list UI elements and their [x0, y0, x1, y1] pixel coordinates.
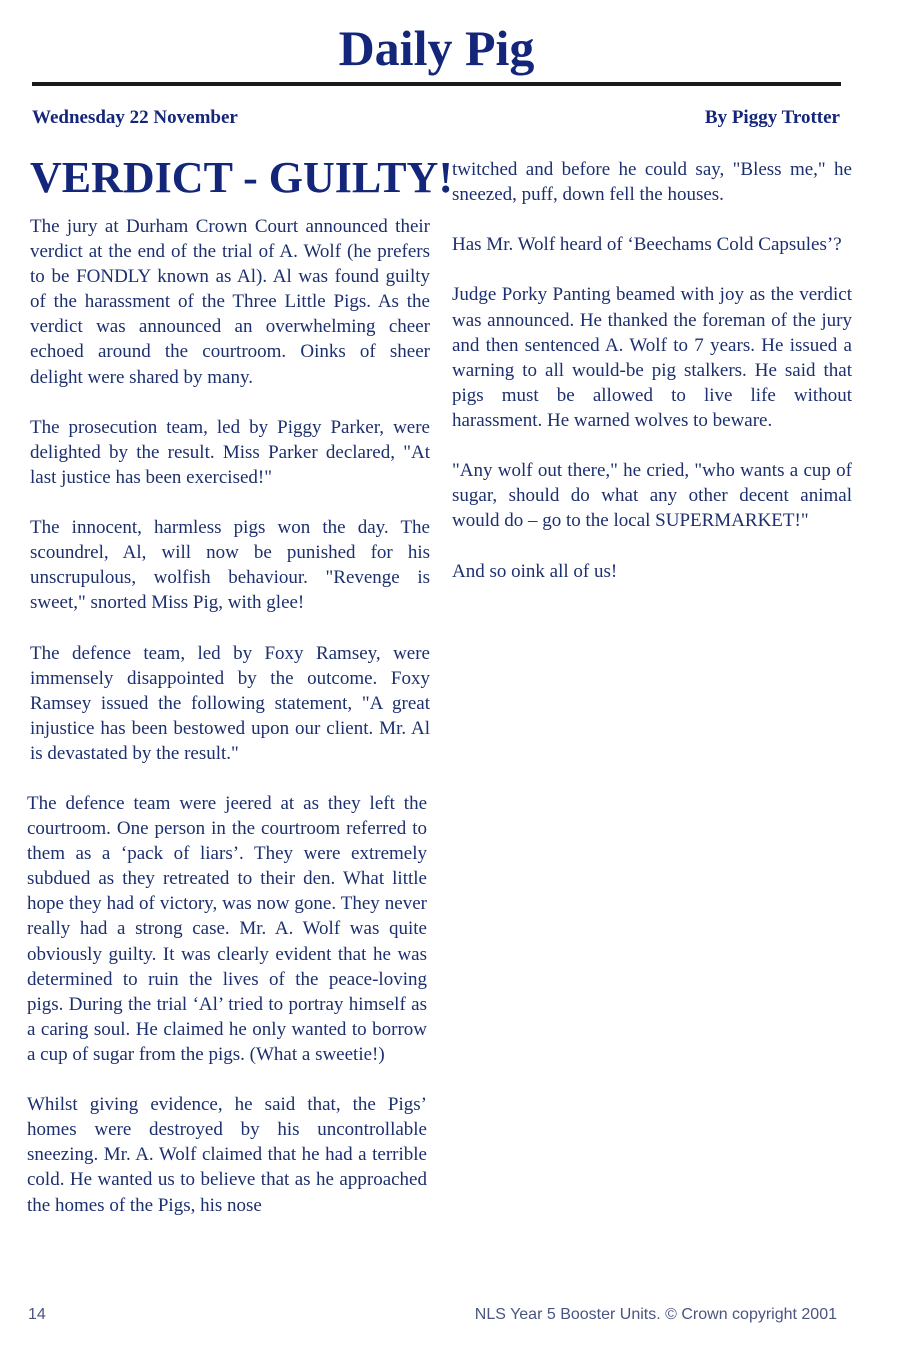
paragraph: The defence team, led by Foxy Ramsey, were immensely disappointed by the outcome. Foxy Ramsey issued the following statement, "A great injustice has been bestowed upon our client. Mr. Al is devastated by the result.": [30, 642, 430, 764]
paragraph: "Any wolf out there," he cried, "who wants a cup of sugar, should do what any other decent animal would do – go to the local SUPERMARKET!": [452, 460, 852, 532]
paragraph: The jury at Durham Crown Court announced their verdict at the end of the trial of A. Wolf (he prefers to be FONDLY known as Al). Al was found guilty of the harassment of the Three Little Pigs. As the verdict was announced an overwhelming cheer echoed around the courtroom. Oinks of sheer delight were shared by many.: [30, 216, 430, 388]
paragraph: twitched and before he could say, "Bless me," he sneezed, puff, down fell the houses.: [452, 159, 852, 206]
paragraph: Has Mr. Wolf heard of ‘Beechams Cold Capsules’?: [452, 234, 842, 256]
paragraph: The defence team were jeered at as they left the courtroom. One person in the courtroom referred to them as a ‘pack of liars’. They were extremely subdued as they retreated to their den. What little hope they had of victory, was now gone. They never really had a strong case. Mr. A. Wolf was quite obviously guilty. It was clearly evident that he was determined to ruin the lives of the peace-loving pigs. During the trial ‘Al’ tried to portray himself as a caring soul. He claimed he only wanted to borrow a cup of sugar from the pigs. (What a sweetie!): [27, 793, 427, 1065]
paragraph: Whilst giving evidence, he said that, the Pigs’ homes were destroyed by his uncontrollable sneezing. Mr. A. Wolf claimed that he had a terrible cold. He wanted us to believe that as he approached the homes of the Pigs, his nose: [27, 1094, 427, 1216]
paragraph: The prosecution team, led by Piggy Parker, were delighted by the result. Miss Parker declared, "At last justice has been exercised!": [30, 416, 430, 488]
article-left-column-lower: [27, 791, 427, 1243]
page-number: 14: [28, 1306, 46, 1323]
byline: By Piggy Trotter: [704, 107, 840, 128]
copyright-notice: NLS Year 5 Booster Units. © Crown copyright 2001: [474, 1306, 837, 1323]
masthead-title: Daily Pig: [338, 20, 535, 76]
headline: VERDICT - GUILTY!: [30, 153, 453, 202]
paragraph: Judge Porky Panting beamed with joy as the verdict was announced. He thanked the foreman of the jury and then sentenced A. Wolf to 7 years. He issued a warning to all would-be pig stalkers. He said that pigs must be allowed to live life without harassment. He warned wolves to beware.: [452, 284, 852, 431]
masthead-rule: [32, 82, 841, 86]
article-left-column: [30, 214, 430, 791]
paragraph: And so oink all of us!: [452, 560, 618, 582]
paragraph: The innocent, harmless pigs won the day. The scoundrel, Al, will now be punished for his unscrupulous, wolfish behaviour. "Revenge is sweet," snorted Miss Pig, with glee!: [30, 517, 430, 614]
article-right-column: [452, 157, 852, 609]
dateline: Wednesday 22 November: [32, 107, 238, 128]
